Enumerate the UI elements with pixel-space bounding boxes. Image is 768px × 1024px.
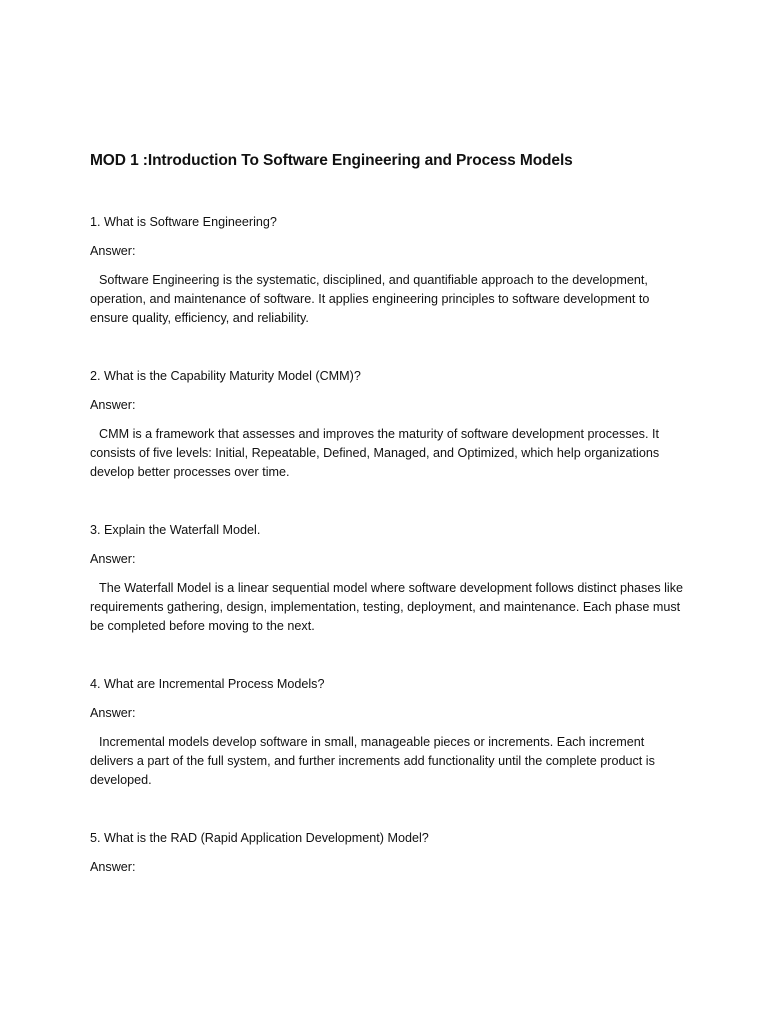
qa-item-4 [90,675,690,790]
answer-label: Answer: [90,860,136,874]
answer-text: Software Engineering is the systematic, disciplined, and quantifiable approach to the development, operation, and maintenance of software. It applies engineering principles to software development to ensure quality, efficiency, and reliability. [90,273,650,325]
qa-item-3 [90,521,690,636]
answer-label: Answer: [90,552,136,566]
document-title: MOD 1 :Introduction To Software Engineering and Process Models [90,152,573,169]
question-text: 3. Explain the Waterfall Model. [90,523,261,537]
answer-label: Answer: [90,706,136,720]
question-text: 4. What are Incremental Process Models? [90,677,325,691]
question-text: 2. What is the Capability Maturity Model (CMM)? [90,369,361,383]
qa-item-1 [90,213,690,328]
qa-item-5 [90,829,690,877]
answer-label: Answer: [90,398,136,412]
answer-text: CMM is a framework that assesses and improves the maturity of software development processes. It consists of five levels: Initial, Repeatable, Defined, Managed, and Optimized, which help organizations develop better processes over time. [90,427,660,479]
qa-item-2 [90,367,690,482]
answer-text: The Waterfall Model is a linear sequential model where software development follows distinct phases like requirements gathering, design, implementation, testing, deployment, and maintenance. Each phase must be completed before moving to the next. [90,581,684,633]
answer-text: Incremental models develop software in small, manageable pieces or increments. Each increment delivers a part of the full system, and further increments add functionality until the complete product is developed. [90,735,655,787]
question-text: 5. What is the RAD (Rapid Application Development) Model? [90,831,429,845]
answer-label: Answer: [90,244,136,258]
question-text: 1. What is Software Engineering? [90,215,277,229]
